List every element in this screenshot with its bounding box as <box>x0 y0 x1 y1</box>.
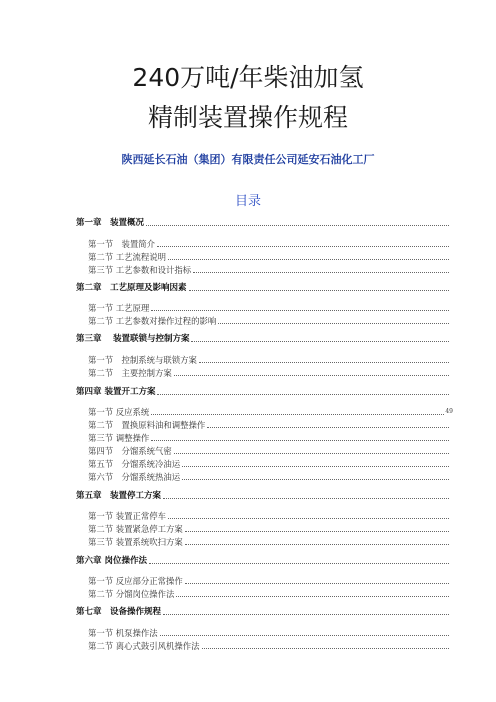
dot-leader <box>157 245 449 247</box>
toc-section-entry[interactable] <box>88 574 453 586</box>
toc-section-entry[interactable] <box>88 237 453 249</box>
toc-chapter-entry[interactable] <box>76 489 453 501</box>
toc-entry-label: 第五章 装置停工方案 <box>76 491 162 501</box>
dot-leader <box>151 439 449 441</box>
dot-leader <box>218 322 449 324</box>
toc-entry-label: 第二节 分馏岗位操作法 <box>88 589 175 599</box>
toc-entry-label: 第三节 工艺参数和设计指标 <box>88 265 192 275</box>
toc-entry-label: 第一节 反应系统 <box>88 407 150 417</box>
toc-entry-label: 第二节 装置紧急停工方案 <box>88 524 183 534</box>
toc-section-entry[interactable] <box>88 522 453 534</box>
dot-leader <box>168 517 449 519</box>
dot-leader <box>163 613 449 615</box>
toc-section-entry[interactable] <box>88 639 453 651</box>
toc-section-entry[interactable] <box>88 626 453 638</box>
document-title-line-2: 精制装置操作规程 <box>147 103 348 132</box>
organization-name: 陕西延长石油（集团）有限责任公司延安石油化工厂 <box>121 153 375 166</box>
dot-leader <box>185 530 449 532</box>
toc-section-entry[interactable] <box>88 366 453 378</box>
dot-leader <box>151 309 449 311</box>
toc-entry-label: 第六节 分馏系统热油运 <box>88 472 181 482</box>
toc-entry-label: 第四章 装置开工方案 <box>76 387 156 397</box>
toc-entry-label: 第一节 装置正常停车 <box>88 511 167 521</box>
dot-leader <box>151 413 444 415</box>
dot-leader <box>174 374 449 376</box>
toc-entry-label: 第二章 工艺原理及影响因素 <box>76 283 187 293</box>
toc-entry-label: 第六章 岗位操作法 <box>76 556 147 566</box>
toc-section-entry[interactable] <box>88 470 453 482</box>
dot-leader <box>182 478 449 480</box>
toc-section-entry[interactable] <box>88 457 453 469</box>
toc-entry-label: 第二节 工艺流程说明 <box>88 252 167 262</box>
toc-section-entry[interactable] <box>88 314 453 326</box>
toc-section-entry[interactable] <box>88 353 453 365</box>
toc-entry-label: 第一章 装置概况 <box>76 218 145 228</box>
toc-section-entry[interactable] <box>88 535 453 547</box>
toc-entry-label: 第二节 离心式鼓引风机操作法 <box>88 641 200 651</box>
toc-chapter-entry[interactable] <box>76 605 453 617</box>
dot-leader <box>185 543 449 545</box>
dot-leader <box>163 497 449 499</box>
dot-leader <box>174 452 449 454</box>
toc-entry-label: 第七章 设备操作规程 <box>76 607 162 617</box>
toc-entry-label: 第一节 工艺原理 <box>88 303 150 313</box>
toc-entry-label: 第二节 工艺参数对操作过程的影响 <box>88 316 217 326</box>
toc-heading: 目录 <box>234 194 261 209</box>
dot-leader <box>199 361 449 363</box>
toc-entry-label: 第五节 分馏系统冷油运 <box>88 459 181 469</box>
toc-entry-label: 第三节 装置系统吹扫方案 <box>88 537 183 547</box>
dot-leader <box>176 595 449 597</box>
toc-chapter-entry[interactable] <box>76 281 453 293</box>
toc-entry-label: 第一节 机泵操作法 <box>88 628 158 638</box>
dot-leader <box>185 582 449 584</box>
toc-chapter-entry[interactable] <box>76 216 453 228</box>
toc-entry-label: 第三节 调整操作 <box>88 433 150 443</box>
toc-section-entry[interactable] <box>88 587 453 599</box>
dot-leader <box>149 562 449 564</box>
toc-entry-label: 第三章 装置联锁与控制方案 <box>76 334 190 344</box>
toc-section-entry[interactable] <box>88 405 453 417</box>
toc-section-entry[interactable] <box>88 509 453 521</box>
dot-leader <box>191 340 449 342</box>
dot-leader <box>168 258 449 260</box>
toc-section-entry[interactable] <box>88 444 453 456</box>
toc-entry-label: 第四节 分馏系统气密 <box>88 446 172 456</box>
toc-entry-label: 第二节 主要控制方案 <box>88 368 172 378</box>
dot-leader <box>182 465 449 467</box>
toc-section-entry[interactable] <box>88 263 453 275</box>
document-title-line-1: 240万吨/年柴油加氢 <box>132 63 364 92</box>
toc-section-entry[interactable] <box>88 431 453 443</box>
dot-leader <box>207 426 449 428</box>
dot-leader <box>146 224 449 226</box>
toc-entry-label: 第二节 置换原料油和调整操作 <box>88 420 206 430</box>
toc-chapter-entry[interactable] <box>76 554 453 566</box>
toc-page-number: 49 <box>445 408 453 415</box>
dot-leader <box>202 647 449 649</box>
toc-section-entry[interactable] <box>88 418 453 430</box>
dot-leader <box>160 634 449 636</box>
toc-chapter-entry[interactable] <box>76 332 453 344</box>
dot-leader <box>157 393 449 395</box>
toc-entry-label: 第一节 反应部分正常操作 <box>88 576 183 586</box>
dot-leader <box>193 271 449 273</box>
toc-entry-label: 第一节 装置简介 <box>88 239 155 249</box>
toc-section-entry[interactable] <box>88 301 453 313</box>
toc-section-entry[interactable] <box>88 250 453 262</box>
toc-entry-label: 第一节 控制系统与联锁方案 <box>88 355 197 365</box>
toc-chapter-entry[interactable] <box>76 385 453 397</box>
dot-leader <box>189 289 449 291</box>
